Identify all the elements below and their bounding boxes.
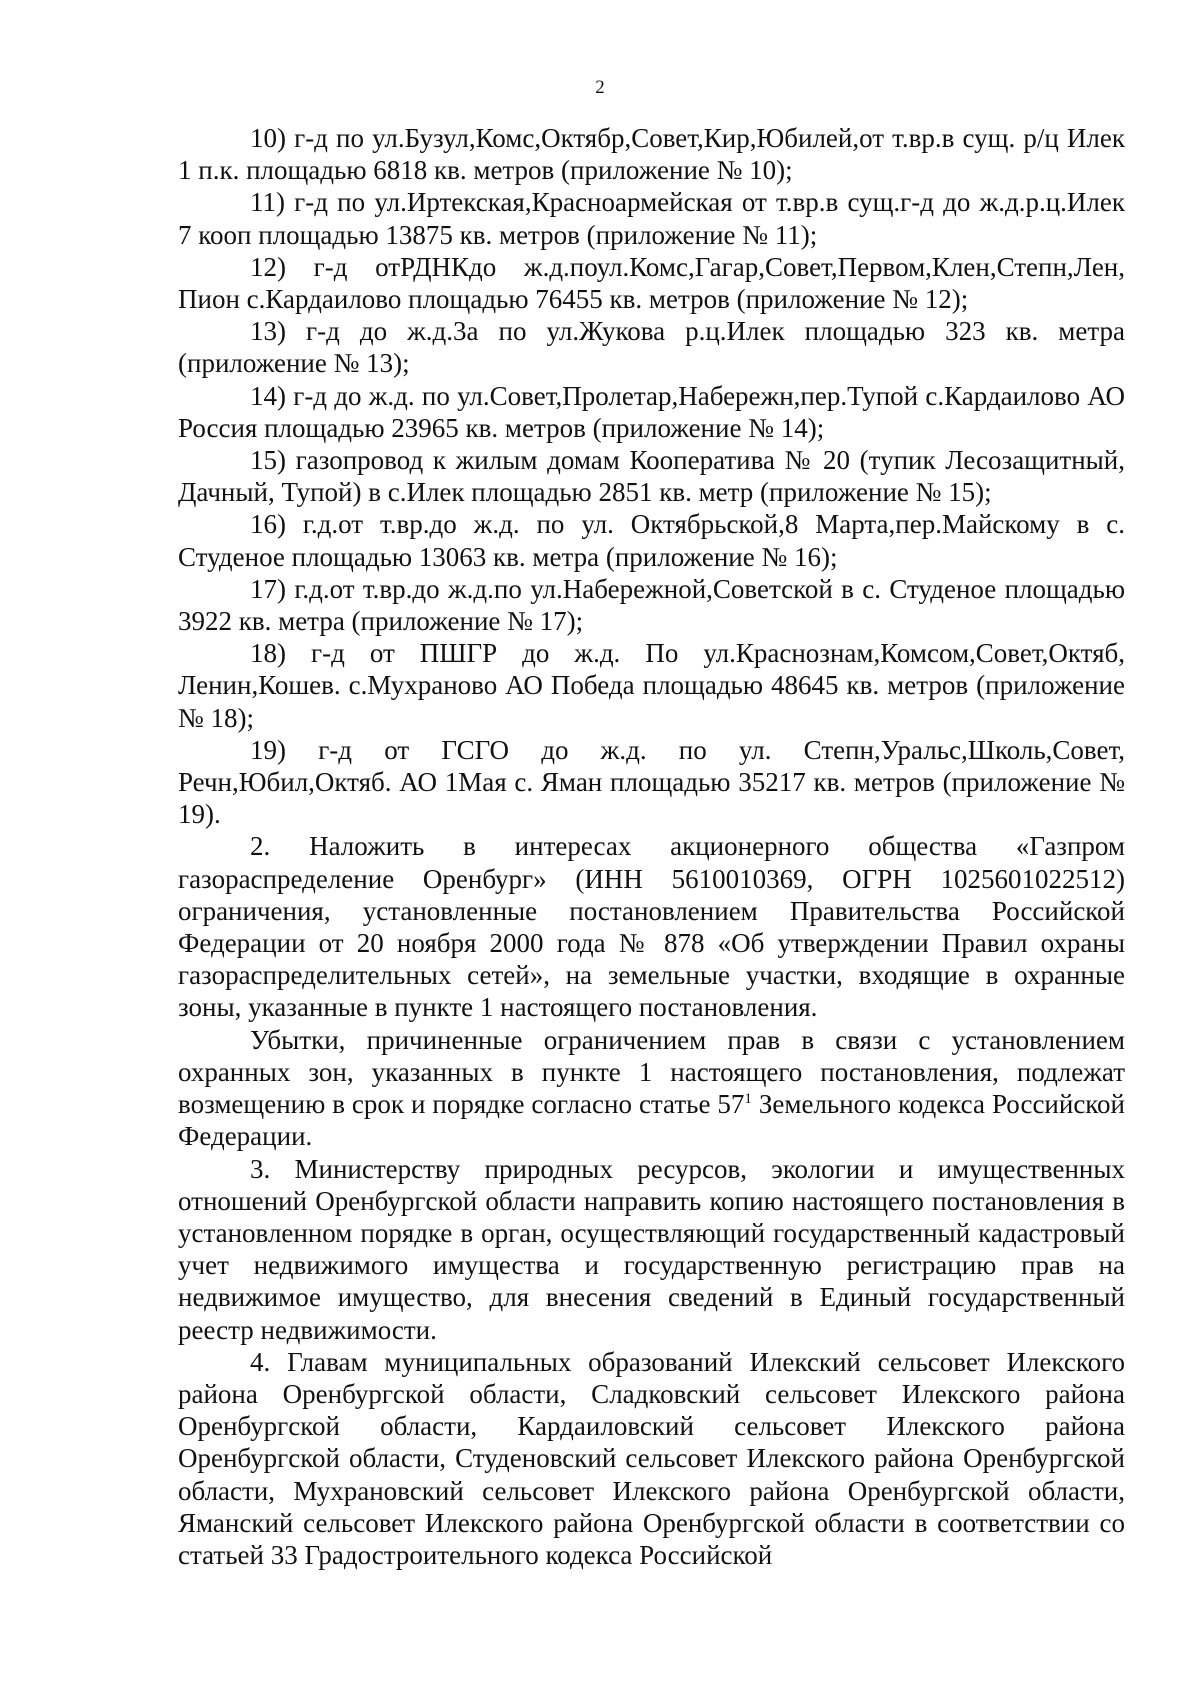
list-item-14: 14) г-д до ж.д. по ул.Совет,Пролетар,Набережн,пер.Тупой с.Кардаилово АО Россия площадью 23965 кв. метров (приложение № 14); [178,380,1125,443]
list-item-19: 19) г-д от ГСГО до ж.д. по ул. Степн,Уральс,Школь,Совет, Речн,Юбил,Октяб. АО 1Мая с. Яман площадью 35217 кв. метров (приложение № 19). [178,734,1125,830]
article-superscript: 1 [744,1091,752,1108]
losses-text-after: Земельного кодекса Российской Федерации. [178,1089,1126,1152]
list-item-12: 12) г-д отРДНКдо ж.д.поул.Комс,Гагар,Совет,Первом,Клен,Степн,Лен, Пион с.Кардаилово площадью 76455 кв. метров (приложение № 12); [178,251,1125,315]
section-3-paragraph: 3. Министерству природных ресурсов, экологии и имущественных отношений Оренбургской области направить копию настоящего постановления в установленном порядке в орган, осуществляющий государственный кадастровый учет недвижимого имущества и государственную регистрацию прав на недвижимое имущество, для внесения сведений в Единый государственный реестр недвижимости. [178,1153,1125,1345]
document-body [178,122,1125,1571]
page-number: 2 [595,77,605,98]
list-item-16: 16) г.д.от т.вр.до ж.д. по ул. Октябрьской,8 Марта,пер.Майскому в с. Студеное площадью 13063 кв. метра (приложение № 16); [178,509,1125,572]
list-item-17: 17) г.д.от т.вр.до ж.д.по ул.Набережной,Советской в с. Студеное площадью 3922 кв. метра (приложение № 17); [178,573,1125,637]
losses-text-before: Убытки, причиненные ограничением прав в связи с установлением охранных зон, указанных в пункте 1 настоящего постановления, подлежат возмещению в срок и порядке согласно статье 57 [178,1024,1125,1120]
section-4-paragraph: 4. Главам муниципальных образований Илекский сельсовет Илекского района Оренбургской области, Сладковский сельсовет Илекского района Оренбургской области, Кардаиловский сельсовет Илекского района Оренбургской области, Студеновский сельсовет Илекского района Оренбургской области, Мухрановский сельсовет Илекского района Оренбургской области, Яманский сельсовет Илекского района Оренбургской области в соответствии со статьей 33 Градостроительного кодекса Российской [178,1346,1125,1570]
list-item-11: 11) г-д по ул.Иртекская,Красноармейская от т.вр.в сущ.г-д до ж.д.р.ц.Илек 7 кооп площадью 13875 кв. метров (приложение № 11); [178,187,1125,250]
list-item-10: 10) г-д по ул.Бузул,Комс,Октябр,Совет,Кир,Юбилей,от т.вр.в сущ. р/ц Илек 1 п.к. площадью 6818 кв. метров (приложение № 10); [178,123,1125,186]
list-item-15: 15) газопровод к жилым домам Кооператива № 20 (тупик Лесозащитный, Дачный, Тупой) в с.Илек площадью 2851 кв. метр (приложение № 15); [178,445,1125,508]
section-2-paragraph: 2. Наложить в интересах акционерного общества «Газпром газораспределение Оренбург» (ИНН 5610010369, ОГРН 1025601022512) ограничения, установленные постановлением Правительства Российской Федерации от 20 ноября 2000 года № 878 «Об утверждении Правил охраны газораспределительных сетей», на земельные участки, входящие в охранные зоны, указанные в пункте 1 настоящего постановления. [178,831,1125,1023]
list-item-13: 13) г-д до ж.д.3а по ул.Жукова р.ц.Илек площадью 323 кв. метра (приложение № 13); [178,316,1125,379]
list-item-18: 18) г-д от ПШГР до ж.д. По ул.Краснознам,Комсом,Совет,Октяб, Ленин,Кошев. с.Мухраново АО Победа площадью 48645 кв. метров (приложение № 18); [178,638,1125,733]
losses-paragraph [178,1024,1125,1153]
